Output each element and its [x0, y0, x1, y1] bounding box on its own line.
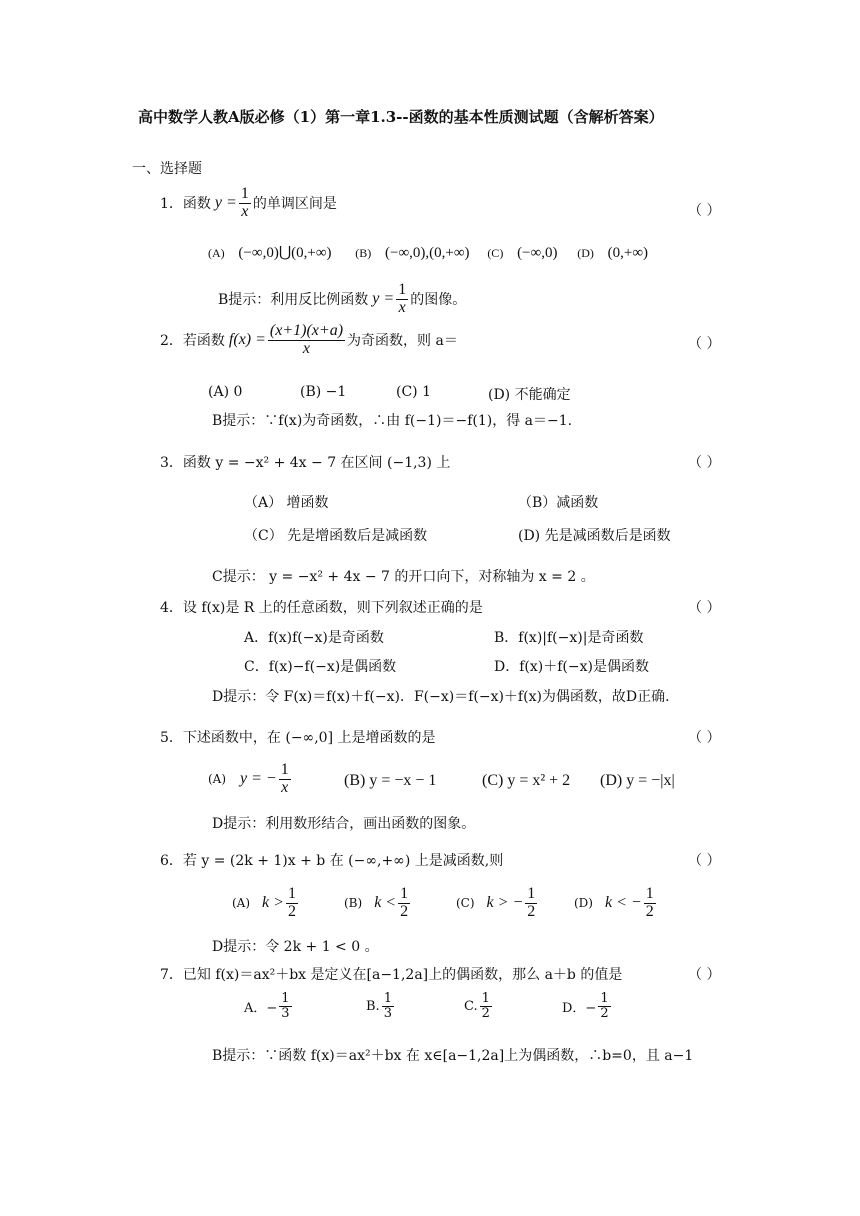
q5-opt-a-num: 1 [280, 761, 289, 778]
q7-opt-c-fraction [480, 992, 492, 1020]
q4-opt-a: A．f(x)f(−x)是奇函数 [244, 630, 384, 646]
q6-opt-a-label: (A) [232, 896, 251, 911]
q7-opt-a-num: 1 [281, 991, 290, 1006]
q7-opt-d-num: 1 [600, 991, 609, 1006]
q7-opt-c-den: 2 [481, 1005, 490, 1021]
q7-opt-a-fraction [279, 992, 291, 1020]
q2-lhs: f(x) = [228, 331, 266, 349]
q2-opt-a: (A) 0 [208, 384, 243, 400]
q1-hint-lhs: y = [372, 290, 395, 308]
q6-opt-d-num: 1 [645, 885, 654, 902]
q7-opt-d [562, 992, 613, 1020]
q1-opt-a-label: (A) [208, 246, 225, 260]
q1-hint-den: x [398, 298, 406, 316]
q2-prefix: 2．若函数 [160, 333, 225, 350]
q7-opt-b-fraction [382, 992, 394, 1020]
q6-opt-a-num: 1 [287, 885, 296, 902]
q6-opt-c-label: (C) [456, 896, 475, 911]
q5-opt-b: (B) y = −x − 1 [344, 772, 437, 789]
q6-opt-a-lhs: k > [262, 894, 284, 912]
q1-opt-c: (−∞,0) [517, 245, 558, 261]
q1-opt-c-label: (C) [487, 246, 504, 260]
q7-opt-b-num: 1 [383, 991, 392, 1006]
q7-opt-b-den: 3 [383, 1005, 392, 1021]
q5-opt-a-den: x [281, 778, 289, 796]
q6-opt-b [344, 886, 412, 921]
q7-opt-d-fraction [598, 992, 610, 1020]
q4-answer-paren: （ ） [688, 600, 721, 616]
q7-answer-paren: （ ） [688, 967, 721, 983]
q5-opt-a-fraction [279, 762, 291, 797]
q2-opt-d: (D) 不能确定 [488, 387, 571, 403]
q6-opt-d [574, 886, 658, 921]
q2-opt-b: (B) −1 [300, 384, 347, 400]
q5-opt-a [208, 762, 293, 797]
q6-answer-paren: （ ） [688, 853, 721, 869]
q5-opt-d: (D) y = −|x| [600, 772, 675, 789]
q7-opt-b [366, 992, 396, 1020]
q6-opt-b-label: (B) [344, 896, 363, 911]
q6-opt-d-fraction [644, 886, 656, 921]
q1-func: y = [214, 194, 237, 212]
q6-opt-d-label: (D) [574, 896, 593, 911]
q2-suffix: 为奇函数，则 a＝ [347, 333, 458, 350]
q1-suffix: 的单调区间是 [252, 196, 337, 213]
page-title: 高中数学人教A版必修（1）第一章1.3--函数的基本性质测试题（含解析答案） [138, 108, 664, 126]
q2-opt-c: (C) 1 [396, 384, 431, 400]
q6-opt-a-fraction [286, 886, 298, 921]
q1-opt-b: (−∞,0),(0,+∞) [385, 245, 470, 261]
q1-options [208, 243, 648, 262]
q6-opt-a [232, 886, 300, 921]
q1-answer-paren: （ ） [688, 203, 721, 219]
q1-opt-b-label: (B) [355, 246, 372, 260]
q1-num: 1 [240, 185, 249, 202]
q7-opt-a [244, 992, 294, 1020]
q7-opt-a-den: 3 [281, 1005, 290, 1021]
section-heading: 一、选择题 [132, 161, 202, 177]
q1-den: x [241, 202, 249, 220]
q2-hint: B提示：∵f(x)为奇函数，∴由 f(−1)＝−f(1)，得 a＝−1. [212, 413, 573, 429]
q1-opt-a: (−∞,0)⋃(0,+∞) [238, 245, 332, 261]
q7-opt-a-label: A．− [244, 1000, 278, 1016]
q5-opt-a-lhs: y = − [240, 770, 277, 788]
q2-answer-paren: （ ） [688, 336, 721, 352]
question-1 [160, 186, 337, 221]
q3-hint: C提示： y = −x² + 4x − 7 的开口向下，对称轴为 x = 2 。 [212, 569, 595, 585]
q3-opt-c: （C） 先是增函数后是减函数 [244, 528, 428, 544]
question-5: 5．下述函数中，在 (−∞,0] 上是增函数的是 [160, 730, 436, 746]
q4-opt-d: D．f(x)＋f(−x)是偶函数 [494, 659, 649, 675]
q3-opt-a: （A） 增函数 [244, 495, 329, 511]
question-2 [160, 323, 458, 358]
q7-opt-c-num: 1 [481, 991, 490, 1006]
q6-opt-c-lhs: k > − [486, 894, 524, 912]
q4-opt-c: C．f(x)−f(−x)是偶函数 [244, 659, 397, 675]
q6-opt-b-num: 1 [400, 885, 409, 902]
q6-opt-b-fraction [398, 886, 410, 921]
q1-opt-d: (0,+∞) [607, 245, 649, 261]
q3-opt-d: (D) 先是减函数后是函数 [518, 528, 671, 544]
q4-hint: D提示：令 F(x)＝f(x)＋f(−x)．F(−x)＝f(−x)＋f(x)为偶函数，故D正确. [212, 689, 670, 705]
q5-opt-c: (C) y = x² + 2 [482, 772, 571, 789]
q5-answer-paren: （ ） [688, 730, 721, 746]
question-3: 3．函数 y = −x² + 4x − 7 在区间 (−1,3) 上 [160, 455, 451, 471]
q3-answer-paren: （ ） [688, 455, 721, 471]
q6-opt-c-den: 2 [527, 902, 536, 920]
q6-opt-d-lhs: k < − [604, 894, 642, 912]
q6-opt-a-den: 2 [287, 902, 296, 920]
q1-hint-fraction [396, 282, 408, 317]
q6-opt-b-den: 2 [400, 902, 409, 920]
q5-hint: D提示：利用数形结合，画出函数的图象。 [212, 816, 476, 832]
q1-opt-d-label: (D) [577, 246, 594, 260]
q4-opt-b: B．f(x)|f(−x)|是奇函数 [494, 630, 644, 646]
q1-prefix: 1．函数 [160, 196, 211, 213]
q1-fraction [239, 186, 251, 221]
q6-hint: D提示：令 2k + 1 < 0 。 [212, 939, 379, 955]
q7-opt-d-den: 2 [600, 1005, 609, 1021]
q2-den: x [302, 339, 311, 357]
question-4: 4．设 f(x)是 R 上的任意函数，则下列叙述正确的是 [160, 600, 483, 616]
q1-hint-num: 1 [398, 281, 407, 298]
q1-hint [218, 282, 466, 317]
q6-opt-d-den: 2 [645, 902, 654, 920]
q1-hint-a: B提示：利用反比例函数 [218, 292, 369, 309]
q7-hint: B提示：∵函数 f(x)＝ax²＋bx 在 x∈[a−1,2a]上为偶函数，∴b=0，且 a−1 [212, 1048, 694, 1064]
q6-opt-c-fraction [525, 886, 537, 921]
question-6: 6．若 y = (2k + 1)x + b 在 (−∞,+∞) 上是减函数,则 [160, 853, 504, 869]
q7-opt-b-label: B. [366, 998, 380, 1014]
q6-opt-b-lhs: k < [374, 894, 397, 912]
q6-opt-c-num: 1 [527, 885, 536, 902]
q5-opt-a-label: (A) [208, 772, 227, 787]
q2-fraction [268, 323, 345, 358]
q7-opt-d-label: D．− [562, 1000, 597, 1016]
q3-opt-b: （B）减函数 [518, 495, 599, 511]
q1-hint-b: 的图像。 [410, 292, 467, 309]
q7-opt-c-label: C. [464, 998, 478, 1014]
question-7: 7．已知 f(x)＝ax²＋bx 是定义在[a−1,2a]上的偶函数，那么 a＋b 的值是 [160, 967, 623, 983]
q6-opt-c [456, 886, 539, 921]
q2-num: (x+1)(x+a) [269, 322, 344, 339]
q7-opt-c [464, 992, 494, 1020]
